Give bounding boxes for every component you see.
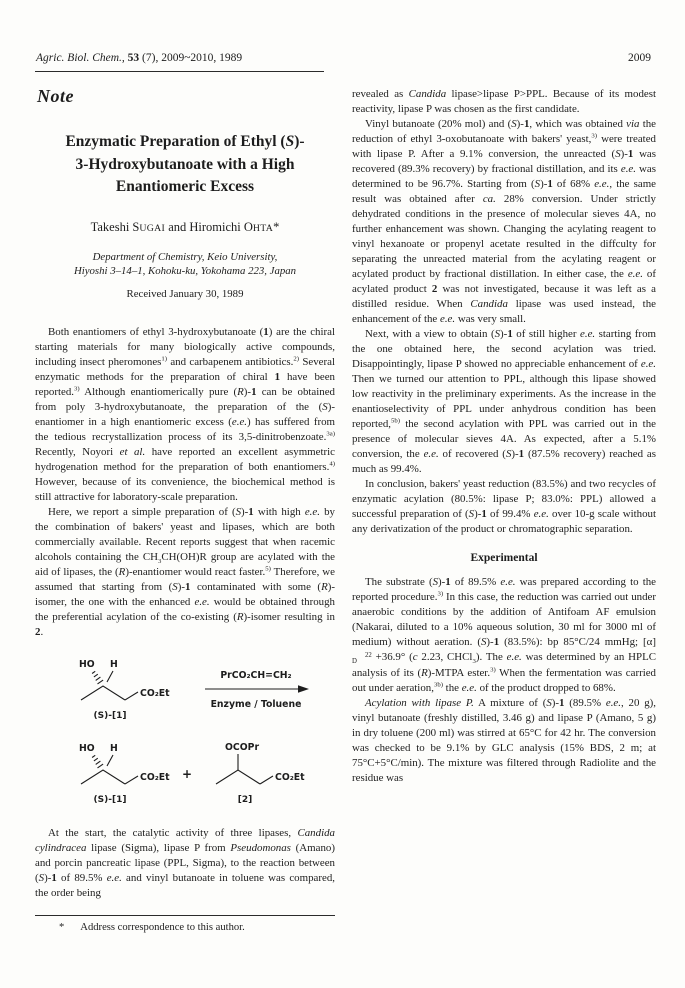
ester-label: CO₂Et bbox=[140, 687, 170, 699]
arrowhead-icon bbox=[298, 685, 309, 693]
footnote-asterisk: * bbox=[59, 921, 65, 933]
right-column bbox=[352, 87, 656, 786]
scheme-product-alcohol bbox=[79, 743, 170, 805]
plus-sign: + bbox=[181, 766, 193, 781]
paragraph: Acylation with lipase P. A mixture of (S)-1 (89.5% e.e., 20 g), vinyl butanoate (freshly distilled, 3.46 g) and lipase P (Amano, 5 g) in dry toluene (200 ml) was stirred at 65°C for 42 hr. The conversion was checked to be 9.1% by GLC analysis (15% BDS, 2 m; at 75°C+5°C/min). The mixture was filtered through Radiolite and the residue was bbox=[352, 696, 656, 784]
affiliation: Department of Chemistry, Keio University, Hiyoshi 3–14–1, Kohoku-ku, Yokohama 223, Japan bbox=[73, 250, 297, 277]
acyloxy-label: OCOPr bbox=[225, 741, 260, 753]
substrate-label: (S)-[1] bbox=[93, 710, 127, 721]
paragraph: Vinyl butanoate (20% mol) and (S)-1, which was obtained via the reduction of ethyl 3-oxobutanoate with bakers' yeast,$^{3)}$ were treated with lipase P. After a 9.1% conversion, the unreacted (S)-1 was recovered (89.3% recovery) by fractional distillation, and its e.e. was determined to be 96.7%. Starting from (S)-1 of 68% e.e., the same result was obtained after ca. 28% conversion. Under strictly dehydrated conditions in the presence of molecular sieves 4A, no further enhancement was shown. Changing the acylating reagent to vinyl hexanoate or propenyl acetate resulted in the diffculty for separating the unreacted material from the acylating reagent or acylated product by fractional distillation. In either case, the e.e. of acylated product 2 was not investigated, because it was left as a distilled residue. When Candida lipase was used instead, the enhancement of the e.e. was very small. bbox=[352, 118, 657, 325]
ester-label: CO₂Et bbox=[140, 771, 170, 783]
hydrogen-label: H bbox=[110, 658, 118, 670]
paragraph: Here, we report a simple preparation of (S)-1 with high e.e. by the combination of bakers' yeast and lipases, which are both commercially available. Recent reports suggest that when racemic alcohols containing the $CH_3CH(OH)R$ group are acylated with the aid of lipases, the (R)-enantiomer would react faster.$^{5)}$ Therefore, we assumed that starting from (S)-1 contaminated with some (R)-isomer, the one with the enhanced e.e. would be obtained through the preferential acylation of the co-existing (R)-isomer resulting in 2. bbox=[35, 505, 336, 638]
article-title: Enzymatic Preparation of Ethyl (S)- 3-Hydroxybutanoate with a High Enantiomeric Excess bbox=[65, 133, 305, 195]
received-date: Received January 30, 1989 bbox=[126, 287, 244, 300]
footnote bbox=[35, 915, 335, 933]
reagent-above-arrow: PrCO₂CH=CH₂ bbox=[220, 669, 292, 681]
paragraph: At the start, the catalytic activity of three lipases, Candida cylindracea lipase (Sigma), lipase P from Pseudomonas (Amano) and porcin pancreatic lipase (PPL, Sigma), to the reaction between (S)-1 of 89.5% e.e. and vinyl butanoate in toluene was compared, the order being bbox=[35, 826, 335, 899]
page-number: 2009 bbox=[628, 52, 651, 64]
reagent-below-arrow: Enzyme / Toluene bbox=[210, 698, 302, 710]
footnote-text: Address correspondence to this author. bbox=[80, 921, 245, 933]
hydrogen-label: H bbox=[110, 742, 118, 754]
header-rule bbox=[35, 71, 324, 72]
ester-label: CO₂Et bbox=[275, 771, 305, 783]
paragraph: The substrate (S)-1 of 89.5% e.e. was prepared according to the reported procedure.$^{3)}$ In this case, the reduction was carried out under anaerobic conditions by the addition of Antifoam AF emulsion (Nakarai, diluted to a 10% aqueous solution, 30 ml for 3000 ml of medium) without aeration. (S)-1 (83.5%): bp 85°C/24 mmHg; [α]22 D +36.9° (c 2.23, CHCl$_3$). The e.e. was determined by an HPLC analysis of its (R)-MTPA ester.$^{3)}$ When the fermentation was carried out under aeration,$^{3b)}$ the e.e. of the product dropped to 68%. bbox=[352, 576, 657, 694]
scheme-substrate-1 bbox=[79, 659, 170, 721]
product-label: [2] bbox=[237, 794, 253, 805]
paragraph: revealed as Candida lipase>lipase P>PPL. Because of its modest reactivity, lipase P was chosen as the first candidate. bbox=[352, 88, 657, 115]
paragraph: Next, with a view to obtain (S)-1 of still higher e.e. starting from the one obtained here, the second acylation was tried. Disappointingly, lipase P showed no appreciable enhancement of e.e. Then we turned our attention to PPL, although this lipase showed low reactivity in the preliminary experiments. As the increase in the enantioselectivity of PPL under anhydrous condition has been reported,$^{5b)}$ the second acylation with PPL was carried out in the presence of molecular sieves 4A. As expected, after a 5.1% conversion, the e.e. of recovered (S)-1 (87.5% recovery) reached as much as 99.4%. bbox=[352, 328, 656, 475]
scheme-arrow bbox=[205, 670, 309, 710]
paragraph: In conclusion, bakers' yeast reduction (83.5%) and two recycles of enzymatic acylation (80.5%: lipase P; 83.0%: PPL) allowed a successful preparation of (S)-1 of 99.4% e.e. over 10-g scale without any derivatization of the product or chromatographic separation. bbox=[352, 478, 657, 535]
recovered-substrate-label: (S)-[1] bbox=[93, 794, 127, 805]
authors: Takeshi SUGAI and Hiromichi OHTA* bbox=[90, 219, 280, 234]
hydroxyl-label: HO bbox=[79, 658, 95, 670]
hydroxyl-label: HO bbox=[79, 742, 95, 754]
reaction-scheme bbox=[35, 651, 335, 819]
section-label: Note bbox=[37, 86, 74, 106]
left-column bbox=[35, 84, 335, 933]
paragraph: Both enantiomers of ethyl 3-hydroxybutanoate (1) are the chiral starting materials for many biologically active compounds, including insect pheromones$^{1)}$ and carbapenem antibiotics.$^{2)}$ Several enzymatic methods for the preparation of chiral 1 have been reported.$^{3)}$ Although enantiomerically pure (R)-1 can be obtained from poly 3-hydroxybutanoate, the preparation of the (S)-enantiomer in a high enantiomeric excess (e.e.) has suffered from the tedious recrystallization process of its 3,5-dinitrobenzoate.$^{3a)}$ Recently, Noyori et al. have reported an excellent asymmetric hydrogenation method for the preparation of both enantiomers.$^{4)}$ However, because of its convenience, the biochemical method is still attractive for laboratory-scale preparation. bbox=[35, 325, 336, 503]
scheme-product-ester bbox=[216, 742, 305, 805]
running-head: Agric. Biol. Chem., 53 (7), 2009~2010, 1989 bbox=[36, 52, 243, 64]
experimental-heading: Experimental bbox=[470, 552, 538, 564]
